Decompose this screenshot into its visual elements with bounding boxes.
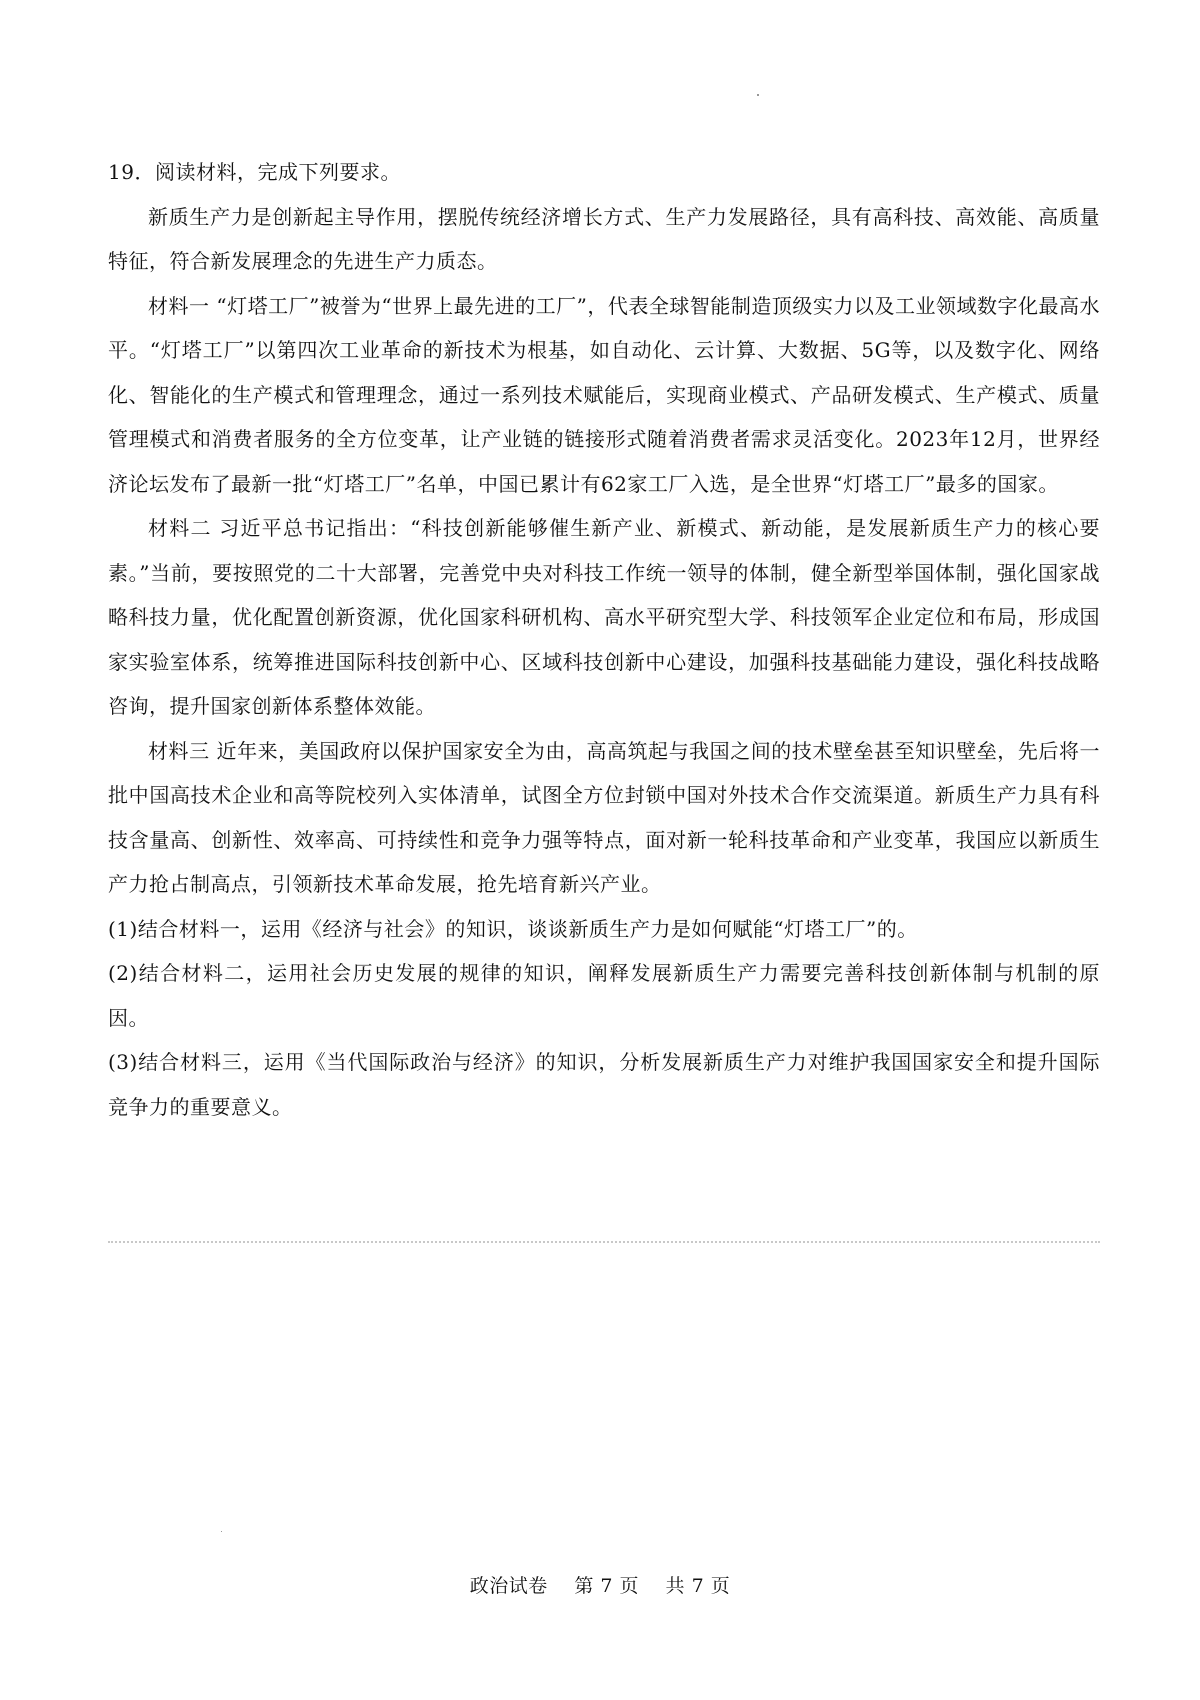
material-one: 材料一 “灯塔工厂”被誉为“世界上最先进的工厂”，代表全球智能制造顶级实力以及工业领域数字化最高水平。“灯塔工厂”以第四次工业革命的新技术为根基，如自动化、云计算、大数据、5G等，以及数字化、网络化、智能化的生产模式和管理理念，通过一系列技术赋能后，实现商业模式、产品研发模式、生产模式、质量管理模式和消费者服务的全方位变革，让产业链的链接形式随着消费者需求灵活变化。2023年12月，世界经济论坛发布了最新一批“灯塔工厂”名单，中国已累计有62家工厂入选，是全世界“灯塔工厂”最多的国家。 [108,293,1100,496]
question-block [108,150,1100,1129]
sub-question-2: (2)结合材料二，运用社会历史发展的规律的知识，阐释发展新质生产力需要完善科技创新体制与机制的原因。 [108,961,1100,1030]
material-three: 材料三 近年来，美国政府以保护国家安全为由，高高筑起与我国之间的技术壁垒甚至知识壁垒，先后将一批中国高技术企业和高等院校列入实体清单，试图全方位封锁中国对外技术合作交流渠道。新质生产力具有科技含量高、创新性、效率高、可持续性和竞争力强等特点，面对新一轮科技革命和产业变革，我国应以新质生产力抢占制高点，引领新技术革命发展，抢先培育新兴产业。 [108,738,1100,896]
sub-question-1: (1)结合材料一，运用《经济与社会》的知识，谈谈新质生产力是如何赋能“灯塔工厂”的。 [108,916,918,941]
question-intro: 新质生产力是创新起主导作用，摆脱传统经济增长方式、生产力发展路径，具有高科技、高效能、高质量特征，符合新发展理念的先进生产力质态。 [108,204,1100,273]
scan-speck [221,1531,222,1532]
page-footer [0,1571,1200,1598]
answer-area-divider [108,1241,1100,1243]
question-title: 19．阅读材料，完成下列要求。 [108,160,401,184]
material-two: 材料二 习近平总书记指出：“科技创新能够催生新产业、新模式、新动能，是发展新质生产力的核心要素。”当前，要按照党的二十大部署，完善党中央对科技工作统一领导的体制，健全新型举国体制，强化国家战略科技力量，优化配置创新资源，优化国家科研机构、高水平研究型大学、科技领军企业定位和布局，形成国家实验室体系，统筹推进国际科技创新中心、区域科技创新中心建设，加强科技基础能力建设，强化科技战略咨询，提升国家创新体系整体效能。 [108,516,1100,718]
footer-page-total: 共 7 页 [665,1575,731,1597]
sub-question-3: (3)结合材料三，运用《当代国际政治与经济》的知识，分析发展新质生产力对维护我国国家安全和提升国际竞争力的重要意义。 [108,1050,1100,1119]
footer-subject: 政治试卷 [469,1575,548,1597]
footer-page-current: 第 7 页 [574,1575,639,1597]
scan-speck [757,94,759,96]
